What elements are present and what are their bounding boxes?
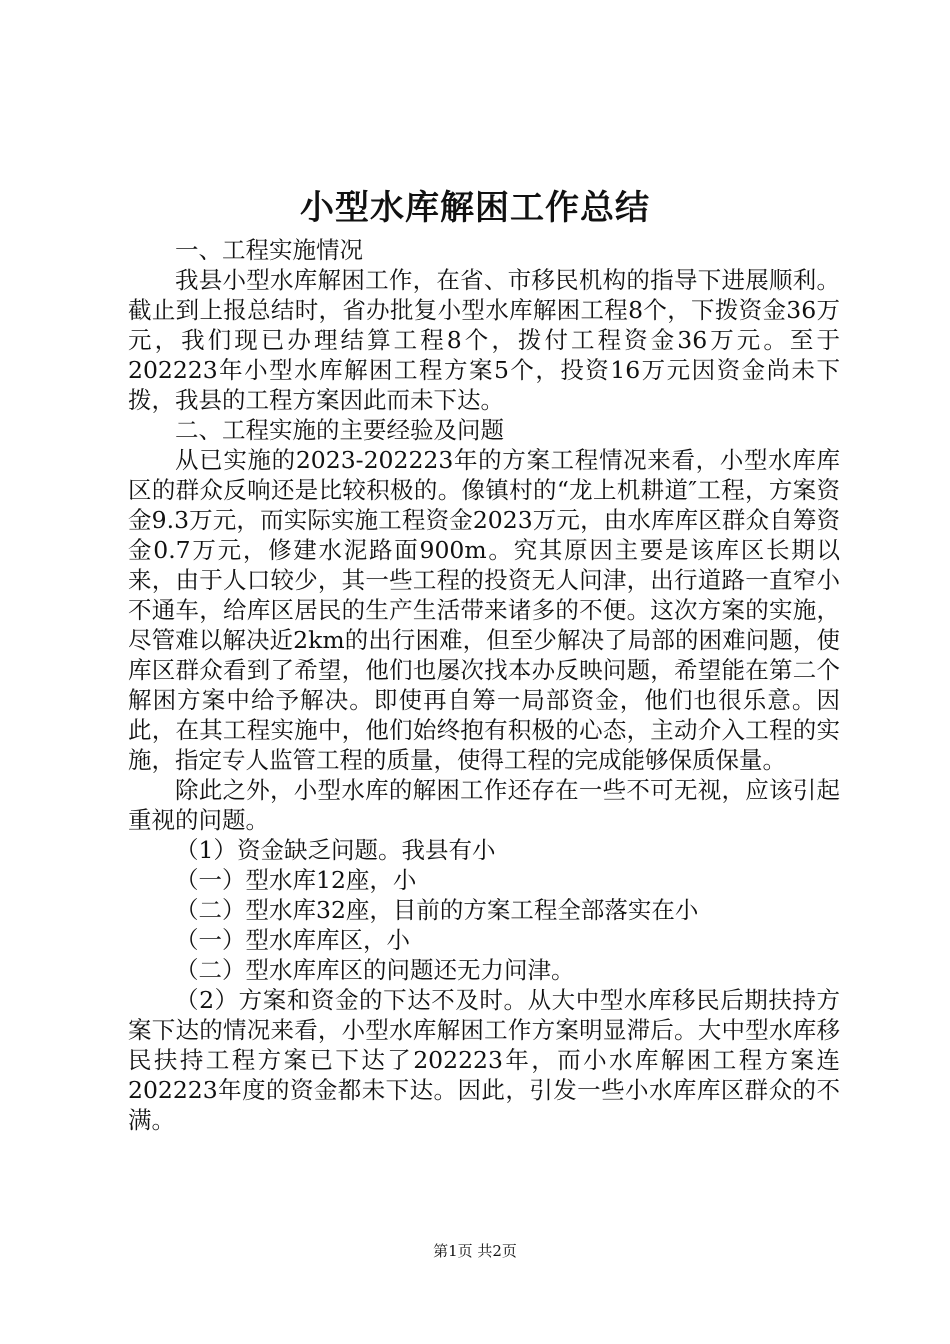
page-footer: 第1页 共2页 xyxy=(433,1242,517,1260)
list-item-reservoir-area-1: （一）型水库库区，小 xyxy=(175,926,410,954)
list-item-reservoirs-12: （一）型水库12座，小 xyxy=(175,866,417,894)
list-item-reservoir-area-2: （二）型水库库区的问题还无力问津。 xyxy=(175,956,575,984)
paragraph-problems-intro: 除此之外，小型水库的解困工作还存在一些不可无视，应该引起重视的问题。 xyxy=(128,776,840,834)
document-body xyxy=(128,235,840,1135)
list-item-reservoirs-32: （二）型水库32座，目前的方案工程全部落实在小 xyxy=(175,896,699,924)
list-item-funding: （1）资金缺乏问题。我县有小 xyxy=(175,836,496,864)
paragraph-experience: 从已实施的2023-202223年的方案工程情况来看，小型水库库区的群众反响还是比较积极的。像镇村的“龙上机耕道″工程，方案资金9.3万元，而实际实施工程资金2023万元，由水库库区群众自筹资金0.7万元，修建水泥路面900m。究其原因主要是该库区长期以来，由于人口较少，其一些工程的投资无人问津，出行道路一直窄小不通车，给库区居民的生产生活带来诸多的不便。这次方案的实施，尽管难以解决近2km的出行困难，但至少解决了局部的困难问题，使库区群众看到了希望，他们也屡次找本办反映问题，希望能在第二个解困方案中给予解决。即使再自筹一局部资金，他们也很乐意。因此，在其工程实施中，他们始终抱有积极的心态，主动介入工程的实施，指定专人监管工程的质量，使得工程的完成能够保质保量。 xyxy=(128,446,840,774)
list-item-delay: （2）方案和资金的下达不及时。从大中型水库移民后期扶持方案下达的情况来看，小型水库解困工作方案明显滞后。大中型水库移民扶持工程方案已下达了202223年，而小水库解困工程方案连202223年度的资金都未下达。因此，引发一些小水库库区群众的不满。 xyxy=(128,986,840,1134)
paragraph-implementation: 我县小型水库解困工作，在省、市移民机构的指导下进展顺利。截止到上报总结时，省办批复小型水库解困工程8个，下拨资金36万元，我们现已办理结算工程8个，拨付工程资金36万元。至于202223年小型水库解困工程方案5个，投资16万元因资金尚未下拨，我县的工程方案因此而未下达。 xyxy=(128,266,840,414)
section-heading-2: 二、工程实施的主要经验及问题 xyxy=(175,416,504,444)
section-heading-1: 一、工程实施情况 xyxy=(175,236,363,264)
document-title: 小型水库解困工作总结 xyxy=(300,188,650,228)
